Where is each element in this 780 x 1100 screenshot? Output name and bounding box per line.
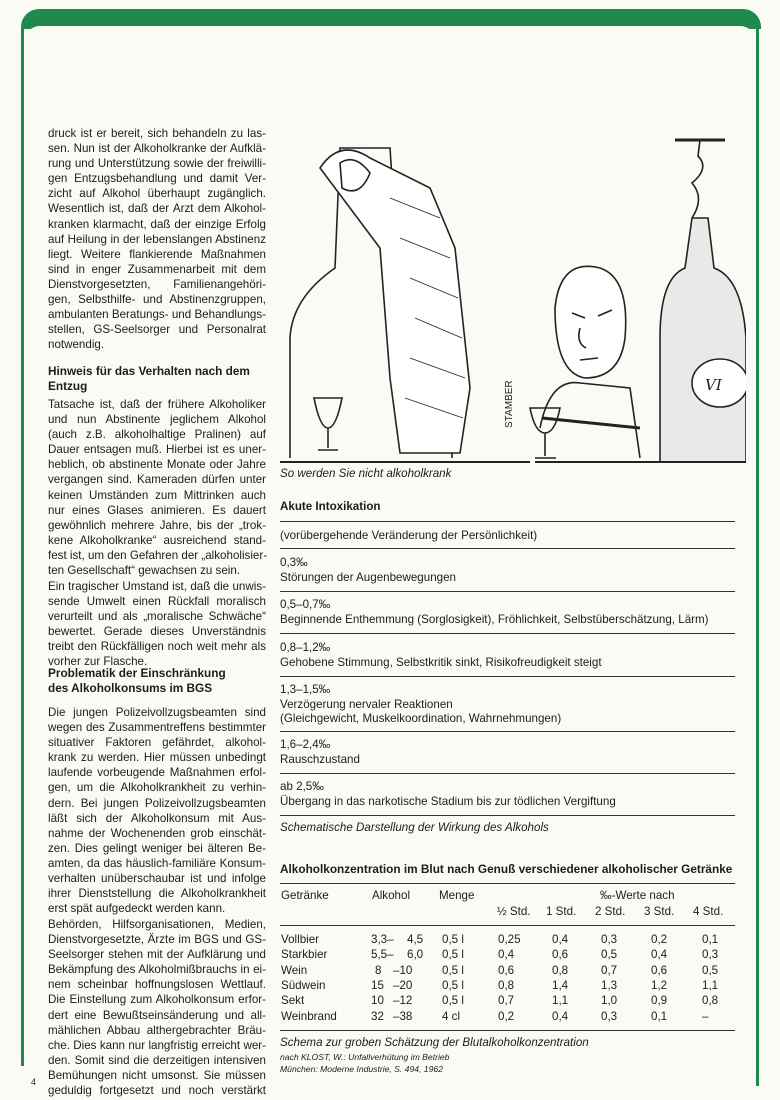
text-line: sen. Nun ist der Alkoholkranke der Aufklä- (48, 142, 266, 156)
value-cell: 0,3 (601, 1009, 618, 1023)
text-line: zen. Dies gelingt weniger bei älteren Be- (48, 841, 266, 855)
value-cell: 0,1 (702, 933, 719, 946)
table-source-line1: nach KLOST, W.: Unfallverhütung im Betrieb (280, 1052, 450, 1062)
stage-effect: Gehobene Stimmung, Selbstkritik sinkt, Risikofreudigkeit steigt (280, 655, 602, 669)
stage-effect: Rauschzustand (280, 752, 360, 766)
value-cell: 0,1 (651, 1009, 668, 1023)
drink-cell: Sekt (281, 994, 305, 1008)
header-time: 3 Std. (644, 905, 675, 918)
text-line: Dauer entsagen muß. Hierbei ist es uner- (48, 443, 266, 457)
text-line: keinen Umständen zum Mittrinken auch (48, 488, 266, 502)
divider (280, 925, 735, 926)
header-time: 1 Std. (546, 905, 577, 918)
text-line: Ein tragischer Umstand ist, daß die unwis- (48, 580, 266, 593)
green-frame-right (756, 26, 759, 1086)
text-line: gen, Selbsthilfe- und Abstinenzgruppen, (48, 293, 266, 307)
drink-cell: Starkbier (281, 948, 328, 962)
value-cell: 0,6 (552, 948, 569, 962)
text-line: amten, da das häuslich-familiäre Konsum- (48, 856, 266, 870)
text-line: ambulanten Beratungs- und Behandlungs- (48, 308, 266, 322)
value-cell: 1,3 (601, 978, 618, 992)
text-line: bewertet. Gerade dieses Unverständnis (48, 625, 266, 639)
alcohol-from-cell: 8 (375, 963, 382, 977)
drink-cell: Südwein (281, 978, 326, 992)
value-cell: 0,8 (498, 978, 515, 992)
paragraph-3 (48, 579, 266, 670)
text-line: (auch z.B. alkoholhaltige Pralinen) auf (48, 428, 266, 442)
artist-signature: STAMBER (504, 380, 515, 428)
value-cell: 0,4 (651, 948, 668, 962)
text-line: Die jungen Polizeivollzugsbeamten sind (48, 706, 266, 719)
text-line: verurteilt und als „moralische Schwäche“ (48, 610, 266, 624)
text-line: Seelsorger stehen mit der Aufklärung und (48, 948, 266, 962)
text-line: sende Umwelt einen Rückfall moralisch (48, 595, 266, 609)
intoxication-caption: Schematische Darstellung der Wirkung des Alkohols (280, 821, 549, 834)
alcohol-to-cell: –10 (393, 963, 413, 977)
text-line: rung und Unterstützung sowie der freiwilli- (48, 157, 266, 171)
amount-cell: 0,5 l (442, 978, 464, 992)
amount-cell: 0,5 l (442, 994, 464, 1008)
text-line: notwendig. (48, 338, 105, 352)
illustration-caption: So werden Sie nicht alkoholkrank (280, 467, 452, 480)
alcohol-from-cell: 15 (371, 978, 384, 992)
text-line: treibt den Rückfälligen noch weit mehr als (48, 640, 266, 654)
stage-level: 0,3‰ (280, 556, 308, 569)
header-values-group: ‰-Werte nach (600, 889, 675, 902)
value-cell: 1,0 (601, 994, 618, 1008)
drink-cell: Wein (281, 963, 308, 977)
heading-line: des Alkoholkonsums im BGS (48, 681, 213, 695)
stage-row (280, 556, 735, 585)
paragraph-5 (48, 917, 266, 1098)
value-cell: 0,7 (601, 963, 618, 977)
paragraph-4 (48, 705, 266, 916)
table-source-line2: München: Moderne Industrie, S. 494, 1962 (280, 1064, 443, 1074)
text-line: dern. Bei jungen Polizeivollzugsbeamten (48, 796, 266, 810)
text-line: Dienstvorgesetzten, Familienangehöri- (48, 277, 266, 291)
header-drink: Getränke (281, 889, 329, 902)
value-cell: 0,2 (498, 1009, 515, 1023)
stage-level: 1,6–2,4‰ (280, 738, 331, 751)
frame-inner-corner (24, 26, 756, 56)
bottle-label-text: VI (705, 376, 722, 394)
stage-row (280, 738, 735, 767)
text-line: nahme der Wochenenden grob einschät- (48, 826, 266, 840)
stage-effect: Verzögerung nervaler Reaktionen (280, 697, 453, 711)
intoxication-subtitle: (vorübergehende Veränderung der Persönlichkeit) (280, 529, 538, 542)
value-cell: 1,1 (552, 994, 569, 1008)
text-line: che. Dies kann nur langfristig erreicht wer- (48, 1038, 266, 1052)
alcohol-to-cell: 4,5 (407, 933, 424, 946)
value-cell: 0,3 (702, 948, 719, 962)
text-line: verhalten unüberschaubar ist und infolge (48, 872, 266, 886)
alcohol-from-cell: 32 (371, 1009, 384, 1023)
text-line: sind in enger Zusammenarbeit mit dem (48, 262, 266, 276)
text-line: ten Gesellschaft“ gewachsen zu sein. (48, 564, 241, 578)
text-line: gewöhnlich mehrere Jahre, bis der „trok- (48, 518, 266, 532)
value-cell: 0,9 (651, 994, 668, 1008)
stage-row (280, 598, 735, 627)
value-cell: 0,25 (498, 933, 521, 946)
stage-level: 1,3–1,5‰ (280, 683, 331, 696)
stage-row (280, 683, 735, 727)
text-line: ihrer Dienststellung die Alkoholkrankheit (48, 887, 266, 901)
header-time: 4 Std. (693, 905, 724, 918)
alcohol-from-cell: 3,3– (371, 933, 394, 946)
stage-effect: Übergang in das narkotische Stadium bis zur tödlichen Vergiftung (280, 794, 616, 808)
divider (280, 773, 735, 774)
value-cell: 1,1 (702, 978, 719, 992)
value-cell: 0,4 (498, 948, 515, 962)
value-cell: 0,3 (601, 933, 618, 946)
text-line: liegt. Weitere flankierende Maßnahmen (48, 247, 266, 261)
text-line: heblich, ob abstinente Monate oder Jahre (48, 458, 266, 472)
value-cell: 0,5 (702, 963, 719, 977)
text-line: zicht auf Alkohol überhaupt zugänglich. (48, 187, 266, 201)
paragraph-2 (48, 397, 266, 578)
table-title: Alkoholkonzentration im Blut nach Genuß verschiedener alkoholischer Getränke (280, 862, 733, 876)
divider (280, 883, 735, 884)
heading-line: Entzug (48, 379, 88, 393)
value-cell: 0,5 (601, 948, 618, 962)
value-cell: 0,6 (651, 963, 668, 977)
stage-effect-detail: (Gleichgewicht, Muskelkoordination, Wahrnehmungen) (280, 712, 562, 725)
text-line: gen Entzugsbehandlung und damit Ver- (48, 172, 266, 186)
stage-effect: Störungen der Augenbewegungen (280, 570, 456, 584)
cartoon-illustration (280, 128, 746, 466)
alcohol-to-cell: 6,0 (407, 948, 424, 962)
text-line: Bemühungen nicht umsonst. Sie müssen (48, 1068, 266, 1082)
text-line: Behörden, Hilfsorganisationen, Medien, (48, 918, 266, 931)
heading-line: Problematik der Einschränkung (48, 666, 226, 680)
stage-effect: Beginnende Enthemmung (Sorglosigkeit), Fröhlichkeit, Selbstüberschätzung, Lärm) (280, 612, 709, 626)
text-line: wegen des Zusammentreffens bestimmter (48, 721, 266, 735)
text-line: dert eine Bewußtseinsänderung und all- (48, 1008, 266, 1022)
green-frame-left (21, 26, 24, 1066)
value-cell: 1,2 (651, 978, 668, 992)
value-cell: 0,4 (552, 1009, 569, 1023)
value-cell: 0,4 (552, 933, 569, 946)
value-cell: 1,4 (552, 978, 569, 992)
drink-cell: Weinbrand (281, 1009, 337, 1023)
alcohol-to-cell: –12 (393, 994, 413, 1008)
text-line: fest ist, um den Gefahren der „alkoholisier- (48, 548, 268, 562)
text-line: und nun Abstinente jeglichem Alkohol (48, 413, 266, 427)
text-line: druck ist er bereit, sich behandeln zu las- (48, 127, 266, 140)
text-line: auf Heilung in der lebenslangen Abstinenz (48, 232, 266, 246)
header-time: 2 Std. (595, 905, 626, 918)
value-cell: 0,6 (498, 963, 515, 977)
divider (280, 521, 735, 522)
stage-level: 0,5–0,7‰ (280, 598, 331, 611)
value-cell: 0,7 (498, 994, 515, 1008)
text-line: Dienstvorgesetzte, Ärzte im BGS und GS- (48, 933, 266, 947)
header-time: ½ Std. (497, 905, 531, 918)
stage-row (280, 641, 735, 670)
heading-line: Hinweis für das Verhalten nach dem (48, 364, 250, 378)
drink-cell: Vollbier (281, 933, 320, 946)
page-number: 4 (31, 1077, 37, 1087)
alcohol-to-cell: –38 (393, 1009, 413, 1023)
value-cell: 0,8 (552, 963, 569, 977)
text-line: Die Einstellung zum Alkoholkonsum erfor- (48, 993, 266, 1007)
divider (280, 731, 735, 732)
value-cell: 0,2 (651, 933, 668, 946)
divider (280, 676, 735, 677)
value-cell: – (702, 1009, 709, 1023)
amount-cell: 4 cl (442, 1009, 461, 1023)
text-line: mählichen Abbau althergebrachter Bräu- (48, 1023, 266, 1037)
paragraph-1 (48, 126, 266, 352)
text-line: laufende vorbeugende Maßnahmen erfol- (48, 766, 266, 780)
divider (280, 591, 735, 592)
header-amount: Menge (439, 889, 475, 902)
divider (280, 633, 735, 634)
text-line: situativer Faktoren gefährdet, alkohol- (48, 736, 266, 750)
text-line: krank zu werden. Hier müssen unbedingt (48, 751, 266, 765)
value-cell: 0,8 (702, 994, 719, 1008)
text-line: Bekämpfung des Alkoholmißbrauchs in ei- (48, 963, 266, 977)
heading-problematik (48, 666, 266, 696)
divider (280, 1030, 735, 1031)
alcohol-from-cell: 5,5– (371, 948, 394, 962)
text-line: Wesentlich ist, daß der Arzt dem Alkohol- (48, 202, 266, 216)
text-line: nur eines Glases animieren. Es dauert (48, 503, 266, 517)
text-line: läßt sich der Alkoholkonsum mit Aus- (48, 811, 266, 825)
divider (280, 815, 735, 816)
amount-cell: 0,5 l (442, 933, 464, 946)
text-line: erst spät aufgedeckt werden kann. (48, 902, 226, 916)
alcohol-from-cell: 10 (371, 994, 384, 1008)
heading-hinweis (48, 364, 266, 394)
text-line: Tatsache ist, daß der frühere Alkoholiker (48, 398, 266, 411)
text-line: kene Alkoholkranke“ ausreichend stand- (48, 533, 266, 547)
divider (280, 548, 735, 549)
stage-level: ab 2,5‰ (280, 780, 324, 793)
text-line: nem scheinbar hoffnungslosen Wettlauf. (48, 978, 266, 992)
text-line: vorher zur Flasche. (48, 655, 148, 669)
text-line: gen, um die Alkoholkrankheit zu verhin- (48, 781, 266, 795)
text-line: den. Somit sind die derzeitigen intensiven (48, 1053, 266, 1067)
amount-cell: 0,5 l (442, 963, 464, 977)
intoxication-title: Akute Intoxikation (280, 500, 381, 513)
table-caption: Schema zur groben Schätzung der Blutalkoholkonzentration (280, 1036, 589, 1049)
header-alcohol: Alkohol (372, 889, 411, 902)
text-line: vergangen sind. Kameraden dürfen unter (48, 473, 266, 487)
stage-level: 0,8–1,2‰ (280, 641, 331, 654)
alcohol-to-cell: –20 (393, 978, 413, 992)
amount-cell: 0,5 l (442, 948, 464, 962)
text-line: kranken klarmacht, daß der einzige Erfolg (48, 217, 266, 231)
text-line: stellen, GS-Seelsorger und Personalrat (48, 323, 266, 337)
text-line: geduldig fortgesetzt und noch verstärkt (48, 1084, 266, 1098)
stage-row (280, 780, 735, 809)
